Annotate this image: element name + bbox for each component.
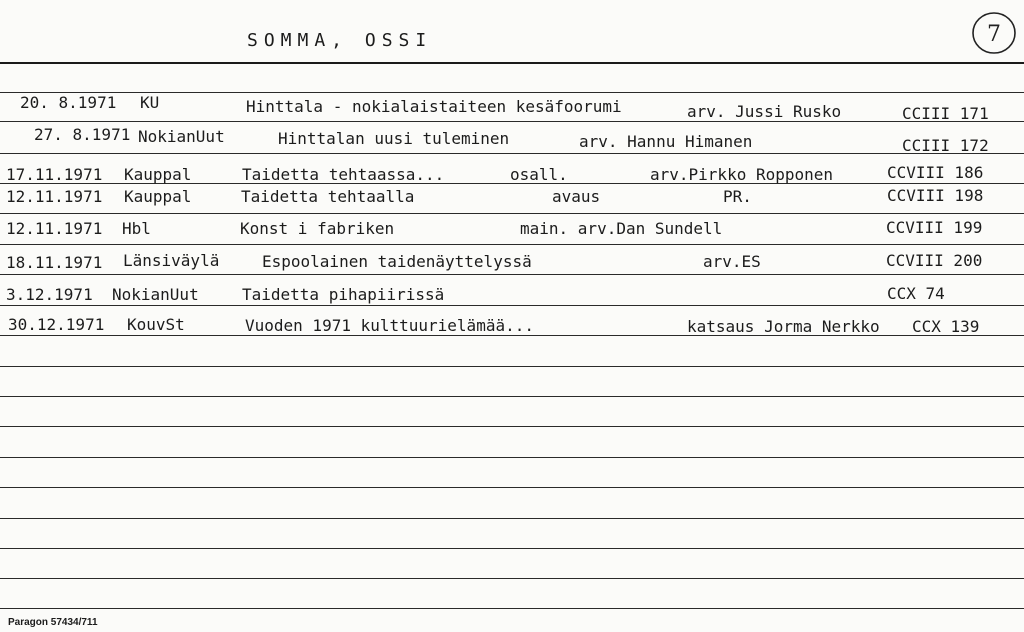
card-number: 7 bbox=[987, 22, 1001, 47]
rule-line bbox=[0, 396, 1024, 397]
print-mark: Paragon 57434/711 bbox=[8, 617, 98, 628]
entry-ref: CCIII 172 bbox=[902, 136, 989, 155]
entry-ref: CCIII 171 bbox=[902, 104, 989, 123]
header-rule bbox=[0, 62, 1024, 64]
entry-ref: CCVIII 186 bbox=[887, 163, 984, 182]
entry-source: KouvSt bbox=[127, 315, 185, 334]
rule-line bbox=[0, 121, 1024, 122]
entry-note: avaus bbox=[552, 187, 601, 206]
entry-source: NokianUut bbox=[138, 127, 225, 146]
entry-source: NokianUut bbox=[112, 285, 199, 304]
rule-line bbox=[0, 274, 1024, 275]
entry-title: Taidetta tehtaassa... bbox=[242, 165, 445, 184]
entry-date: 12.11.1971 bbox=[6, 187, 103, 206]
entry-source: Kauppal bbox=[124, 187, 192, 206]
entry-ref: CCVIII 198 bbox=[887, 186, 984, 205]
entry-note: arv. Jussi Rusko bbox=[687, 102, 842, 121]
entry-ref: CCVIII 199 bbox=[886, 218, 983, 237]
rule-line bbox=[0, 213, 1024, 214]
entry-date: 27. 8.1971 bbox=[34, 125, 131, 144]
entry-ref: CCVIII 200 bbox=[886, 251, 983, 270]
rule-line bbox=[0, 153, 1024, 154]
card-number-circle bbox=[970, 10, 1018, 56]
entry-date: 12.11.1971 bbox=[6, 219, 103, 238]
entry-note-2: arv.Pirkko Ropponen bbox=[650, 165, 834, 184]
rule-line bbox=[0, 548, 1024, 549]
rule-line bbox=[0, 608, 1024, 609]
entry-note: arv. Hannu Himanen bbox=[579, 132, 753, 151]
entry-source: Hbl bbox=[122, 219, 151, 238]
entry-date: 30.12.1971 bbox=[8, 315, 105, 334]
entry-date: 3.12.1971 bbox=[6, 285, 93, 304]
entry-source: Kauppal bbox=[124, 165, 192, 184]
entry-date: 18.11.1971 bbox=[6, 253, 103, 272]
rule-line bbox=[0, 487, 1024, 488]
rule-line bbox=[0, 244, 1024, 245]
rule-line bbox=[0, 457, 1024, 458]
entry-title: Hinttalan uusi tuleminen bbox=[278, 129, 510, 148]
entry-note: main. arv.Dan Sundell bbox=[520, 219, 723, 238]
entry-source: KU bbox=[140, 93, 160, 112]
entry-title: Konst i fabriken bbox=[240, 219, 395, 238]
entry-date: 20. 8.1971 bbox=[20, 93, 117, 112]
card-title: SOMMA, OSSI bbox=[247, 30, 433, 51]
rule-line bbox=[0, 305, 1024, 306]
entry-date: 17.11.1971 bbox=[6, 165, 103, 184]
rule-line bbox=[0, 518, 1024, 519]
entry-title: Hinttala - nokialaistaiteen kesäfoorumi bbox=[246, 97, 622, 116]
entry-ref: CCX 74 bbox=[887, 284, 945, 303]
rule-line bbox=[0, 366, 1024, 367]
entry-note: osall. bbox=[510, 165, 568, 184]
rule-line bbox=[0, 426, 1024, 427]
rule-line bbox=[0, 578, 1024, 579]
entry-title: Taidetta tehtaalla bbox=[241, 187, 415, 206]
entry-title: Espoolainen taidenäyttelyssä bbox=[262, 252, 532, 271]
entry-note: katsaus Jorma Nerkko bbox=[687, 317, 880, 336]
entry-title: Vuoden 1971 kulttuurielämää... bbox=[245, 316, 534, 335]
entry-note-2: PR. bbox=[723, 187, 752, 206]
entry-title: Taidetta pihapiirissä bbox=[242, 285, 445, 304]
entry-ref: CCX 139 bbox=[912, 317, 980, 336]
entry-source: Länsiväylä bbox=[123, 251, 220, 270]
entry-note: arv.ES bbox=[703, 252, 761, 271]
